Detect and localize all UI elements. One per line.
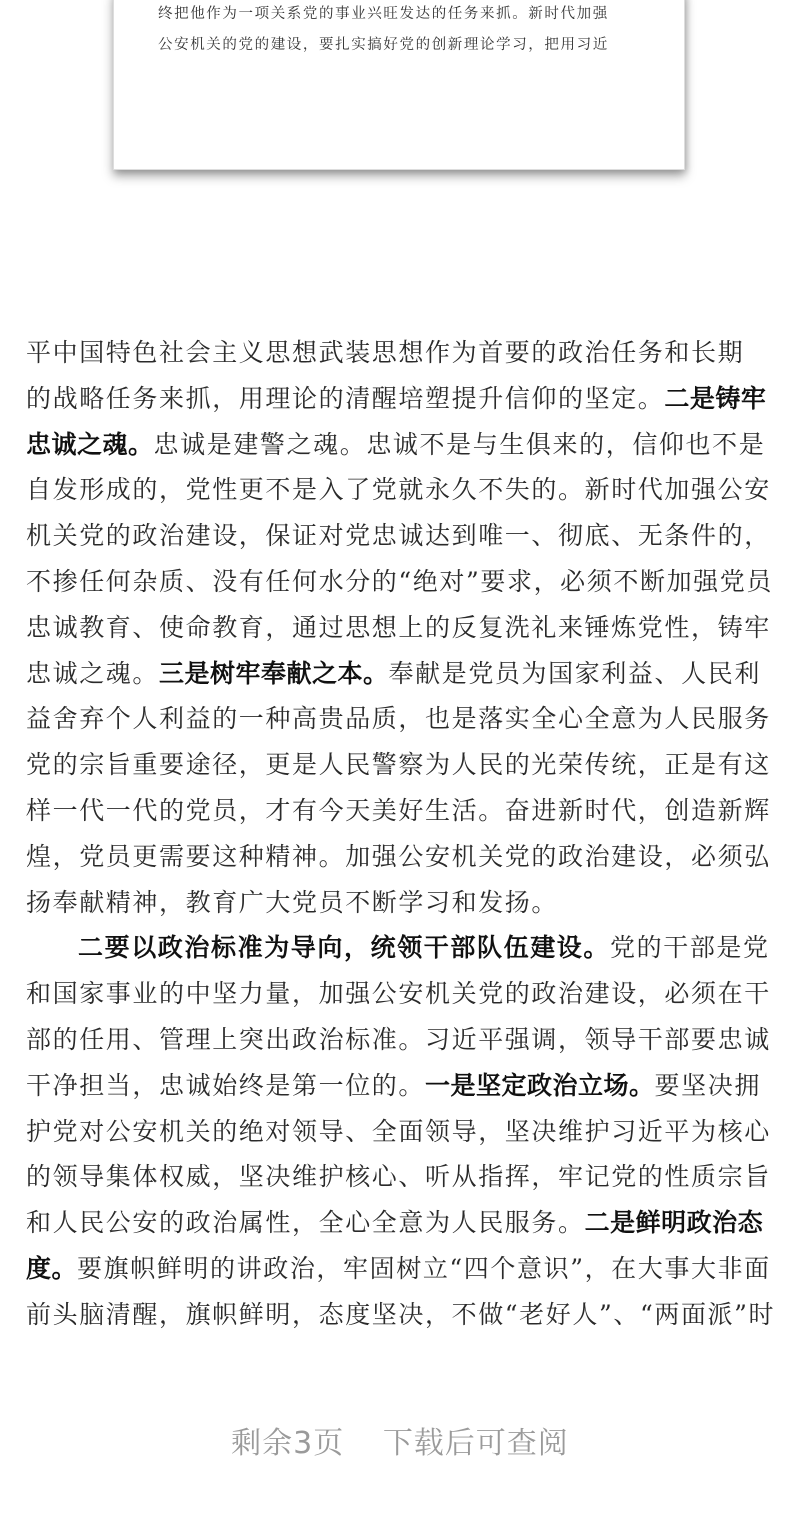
- download-prompt[interactable]: [0, 1418, 800, 1462]
- paragraph-line: 部的任用、管理上突出政治标准。习近平强调，领导干部要忠诚: [26, 1024, 771, 1054]
- bold-heading: 一是坚定政治立场。: [425, 1070, 655, 1100]
- paragraph-line: 度。要旗帜鲜明的讲政治，牢固树立“四个意识”，在大事大非面: [26, 1253, 771, 1283]
- preview-line: 公安机关的党的建设，要扎实搞好党的创新理论学习，把用习近: [158, 37, 609, 53]
- preview-line: 终把他作为一项关系党的事业兴旺发达的任务来抓。新时代加强: [158, 6, 609, 22]
- paragraph-line: 样一代一代的党员，才有今天美好生活。奋进新时代，创造新辉: [26, 795, 771, 825]
- paragraph-line: 平中国特色社会主义思想武装思想作为首要的政治任务和长期: [26, 338, 745, 367]
- paragraph-line: 不掺任何杂质、没有任何水分的“绝对”要求，必须不断加强党员: [26, 566, 773, 596]
- download-to-view-label: 下载后可查阅: [382, 1426, 569, 1461]
- paragraph-line: 前头脑清醒，旗帜鲜明，态度坚决，不做“老好人”、“两面派”时: [26, 1299, 776, 1329]
- paragraph-line: 忠诚教育、使命教育，通过思想上的反复洗礼来锤炼党性，铸牢: [26, 612, 771, 642]
- paragraph-line: 自发形成的，党性更不是入了党就永久不失的。新时代加强公安: [26, 475, 771, 505]
- preview-page-card: [113, 0, 685, 170]
- paragraph-line: 和人民公安的政治属性，全心全意为人民服务。二是鲜明政治态: [26, 1208, 764, 1238]
- paragraph-line: 忠诚之魂。忠诚是建警之魂。忠诚不是与生俱来的，信仰也不是: [26, 429, 766, 459]
- paragraph-line: 二要以政治标准为导向，统领干部队伍建设。党的干部是党: [78, 933, 770, 963]
- bold-heading: 三是树牢奉献之本。: [159, 658, 389, 688]
- bold-heading: 忠诚之魂。: [26, 429, 154, 459]
- paragraph-line: 的领导集体权威，坚决维护核心、听从指挥，牢记党的性质宗旨: [26, 1162, 771, 1192]
- bold-heading: 二是鲜明政治态: [584, 1208, 764, 1238]
- paragraph-line: 益舍弃个人利益的一种高贵品质，也是落实全心全意为人民服务: [26, 704, 771, 734]
- bold-heading: 度。: [26, 1253, 78, 1283]
- paragraph-line: 的战略任务来抓，用理论的清醒培塑提升信仰的坚定。二是铸牢: [26, 383, 767, 413]
- paragraph-line: 扬奉献精神，教育广大党员不断学习和发扬。: [26, 887, 559, 917]
- paragraph-line: 党的宗旨重要途径，更是人民警察为人民的光荣传统，正是有这: [26, 750, 771, 780]
- section-heading: 二要以政治标准为导向，统领干部队伍建设。: [78, 933, 611, 963]
- document-body: [26, 330, 778, 1338]
- paragraph-line: 和国家事业的中坚力量，加强公安机关党的政治建设，必须在干: [26, 979, 771, 1009]
- remaining-pages-label: 剩余3页: [231, 1426, 345, 1461]
- paragraph-line: 煌，党员更需要这种精神。加强公安机关党的政治建设，必须弘: [26, 841, 771, 871]
- bold-heading: 二是铸牢: [664, 383, 767, 413]
- paragraph-line: 忠诚之魂。三是树牢奉献之本。奉献是党员为国家利益、人民利: [26, 658, 761, 688]
- paragraph-line: 干净担当，忠诚始终是第一位的。一是坚定政治立场。要坚决拥: [26, 1070, 761, 1100]
- paragraph-line: 护党对公安机关的绝对领导、全面领导，坚决维护习近平为核心: [26, 1116, 771, 1146]
- paragraph-line: 机关党的政治建设，保证对党忠诚达到唯一、彻底、无条件的，: [26, 521, 771, 551]
